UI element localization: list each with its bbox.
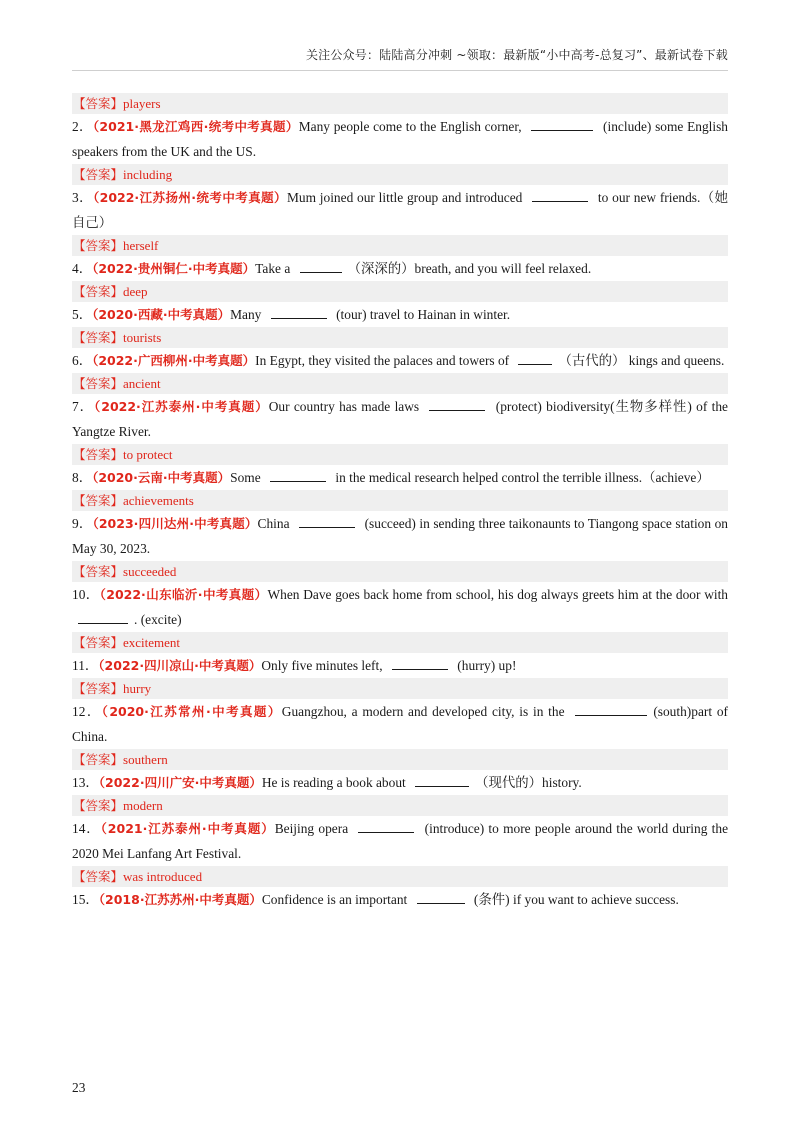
answer-text: succeeded — [123, 564, 177, 579]
question-text-after: (include) some English speakers from the UK and the US. — [72, 119, 728, 159]
question-number: 9． — [72, 516, 93, 531]
answer-line — [72, 235, 728, 256]
answer-text: herself — [123, 238, 159, 253]
question-source: （2022·四川凉山·中考真题） — [98, 658, 262, 673]
question-source: （2020·云南·中考真题） — [92, 470, 231, 485]
question-number: 4． — [72, 261, 93, 276]
question-text-before: Only five minutes left, — [261, 658, 386, 673]
question-item — [72, 348, 728, 373]
question-source: （2022·四川广安·中考真题） — [98, 775, 262, 790]
question-source: （2022·山东临沂·中考真题） — [99, 587, 268, 602]
question-text-before: When Dave goes back home from school, his dog always greets him at the door with — [267, 587, 728, 602]
answer-line — [72, 490, 728, 511]
question-text-after: （古代的） kings and queens. — [558, 353, 725, 368]
question-number: 13． — [72, 775, 99, 790]
question-text-before: Confidence is an important — [261, 892, 411, 907]
question-item — [72, 302, 728, 327]
page-header: 关注公众号：陆陆高分冲刺 ~领取：最新版“小中高考-总复习”、最新试卷下载 — [305, 48, 728, 62]
question-text-before: He is reading a book about — [261, 775, 410, 790]
question-source: （2020·江苏常州·中考真题） — [101, 704, 282, 719]
answer-blank — [300, 260, 342, 273]
answer-label: 【答案】 — [73, 681, 124, 696]
answer-blank — [299, 515, 355, 528]
question-item — [72, 394, 728, 444]
question-source: （2023·四川达州·中考真题） — [92, 516, 258, 531]
question-text-before: Our country has made laws — [268, 399, 424, 414]
answer-blank — [415, 774, 469, 787]
answer-line — [72, 327, 728, 348]
answer-line — [72, 93, 728, 114]
question-item — [72, 582, 728, 632]
answer-label: 【答案】 — [73, 752, 124, 767]
answer-blank — [78, 611, 128, 624]
answer-label: 【答案】 — [73, 284, 124, 299]
question-text-before: In Egypt, they visited the palaces and towers of — [255, 353, 513, 368]
answer-label: 【答案】 — [73, 376, 124, 391]
answer-text: tourists — [123, 330, 162, 345]
question-text-after: (south)part of China. — [72, 704, 728, 744]
answer-text: hurry — [123, 681, 152, 696]
question-number: 11． — [72, 658, 99, 673]
question-text-before: Guangzhou, a modern and developed city, is in the — [281, 704, 570, 719]
answer-label: 【答案】 — [73, 869, 124, 884]
question-text-before: Many — [230, 307, 265, 322]
answer-text: southern — [123, 752, 168, 767]
question-source: （2022·贵州铜仁·中考真题） — [92, 261, 256, 276]
answer-blank — [358, 820, 414, 833]
answer-text: ancient — [123, 376, 161, 391]
question-number: 7． — [72, 399, 95, 414]
answer-text: deep — [123, 284, 148, 299]
answer-line — [72, 632, 728, 653]
question-source: （2022·江苏泰州·中考真题） — [94, 399, 269, 414]
answer-line — [72, 373, 728, 394]
question-item — [72, 185, 728, 235]
answer-label: 【答案】 — [73, 635, 124, 650]
answer-label: 【答案】 — [73, 167, 124, 182]
question-source: （2022·广西柳州·中考真题） — [92, 353, 256, 368]
question-text-before: Many people come to the English corner, — [298, 119, 526, 134]
answer-blank — [417, 891, 465, 904]
question-text-before: Take a — [255, 261, 294, 276]
answer-line — [72, 678, 728, 699]
answer-line — [72, 749, 728, 770]
question-number: 2． — [72, 119, 93, 134]
question-text-after: to our new friends.（她自己） — [72, 190, 729, 230]
question-number: 8． — [72, 470, 93, 485]
question-item — [72, 114, 728, 164]
answer-text: excitement — [123, 635, 181, 650]
question-number: 14． — [72, 821, 101, 836]
question-number: 6． — [72, 353, 93, 368]
question-item — [72, 699, 728, 749]
question-text-after: (succeed) in sending three taikonaunts to Tiangong space station on May 30, 2023. — [72, 516, 728, 556]
answer-line — [72, 795, 728, 816]
answer-line — [72, 866, 728, 887]
answer-line — [72, 444, 728, 465]
question-text-after: (hurry) up! — [453, 658, 517, 673]
answer-text: modern — [123, 798, 163, 813]
question-text-after: （现代的）history. — [475, 775, 582, 790]
answer-text: was introduced — [123, 869, 203, 884]
answer-label: 【答案】 — [73, 330, 124, 345]
answer-blank — [270, 469, 326, 482]
page-number: 23 — [72, 1080, 86, 1095]
question-text-before: China — [257, 516, 294, 531]
question-item — [72, 770, 728, 795]
question-text-after: （深深的）breath, and you will feel relaxed. — [347, 261, 592, 276]
answer-line — [72, 561, 728, 582]
answer-blank — [575, 703, 647, 716]
question-number: 12． — [72, 704, 102, 719]
question-text-after: in the medical research helped control the terrible illness.（achieve） — [332, 470, 710, 485]
answer-blank — [429, 398, 485, 411]
answer-label: 【答案】 — [73, 447, 124, 462]
question-item — [72, 653, 728, 678]
answer-blank — [271, 306, 327, 319]
question-source: （2018·江苏苏州·中考真题） — [98, 892, 262, 907]
question-number: 5． — [72, 307, 93, 322]
answer-text: players — [123, 96, 161, 111]
answer-line — [72, 164, 728, 185]
question-text-before: Mum joined our little group and introduced — [287, 190, 527, 205]
answer-text: including — [123, 167, 173, 182]
answer-label: 【答案】 — [73, 238, 124, 253]
question-text-after: (introduce) to more people around the world during the 2020 Mei Lanfang Art Festival. — [72, 821, 729, 861]
question-text-after: . (excite) — [134, 612, 182, 627]
question-list — [72, 93, 728, 912]
answer-blank — [531, 118, 593, 131]
question-number: 10． — [72, 587, 100, 602]
answer-label: 【答案】 — [73, 564, 124, 579]
answer-label: 【答案】 — [73, 493, 124, 508]
question-text-after: (条件) if you want to achieve success. — [470, 892, 679, 907]
answer-line — [72, 281, 728, 302]
question-item — [72, 256, 728, 281]
question-source: （2021·黑龙江鸡西·统考中考真题） — [92, 119, 299, 134]
header-divider — [72, 70, 728, 71]
answer-label: 【答案】 — [73, 798, 124, 813]
answer-text: to protect — [123, 447, 173, 462]
answer-blank — [518, 352, 552, 365]
question-item — [72, 816, 728, 866]
question-text-after: (protect) biodiversity(生物多样性) of the Yangtze River. — [72, 399, 728, 439]
question-item — [72, 887, 728, 912]
question-source: （2022·江苏扬州·统考中考真题） — [92, 190, 287, 205]
question-text-before: Some — [230, 470, 264, 485]
question-text-before: Beijing opera — [274, 821, 353, 836]
answer-text: achievements — [123, 493, 194, 508]
question-number: 15． — [72, 892, 99, 907]
question-source: （2020·西藏·中考真题） — [92, 307, 231, 322]
answer-label: 【答案】 — [73, 96, 124, 111]
answer-blank — [532, 189, 588, 202]
question-text-after: (tour) travel to Hainan in winter. — [332, 307, 511, 322]
question-item — [72, 465, 728, 490]
question-source: （2021·江苏泰州·中考真题） — [100, 821, 275, 836]
answer-blank — [392, 657, 448, 670]
question-item — [72, 511, 728, 561]
question-number: 3． — [72, 190, 93, 205]
